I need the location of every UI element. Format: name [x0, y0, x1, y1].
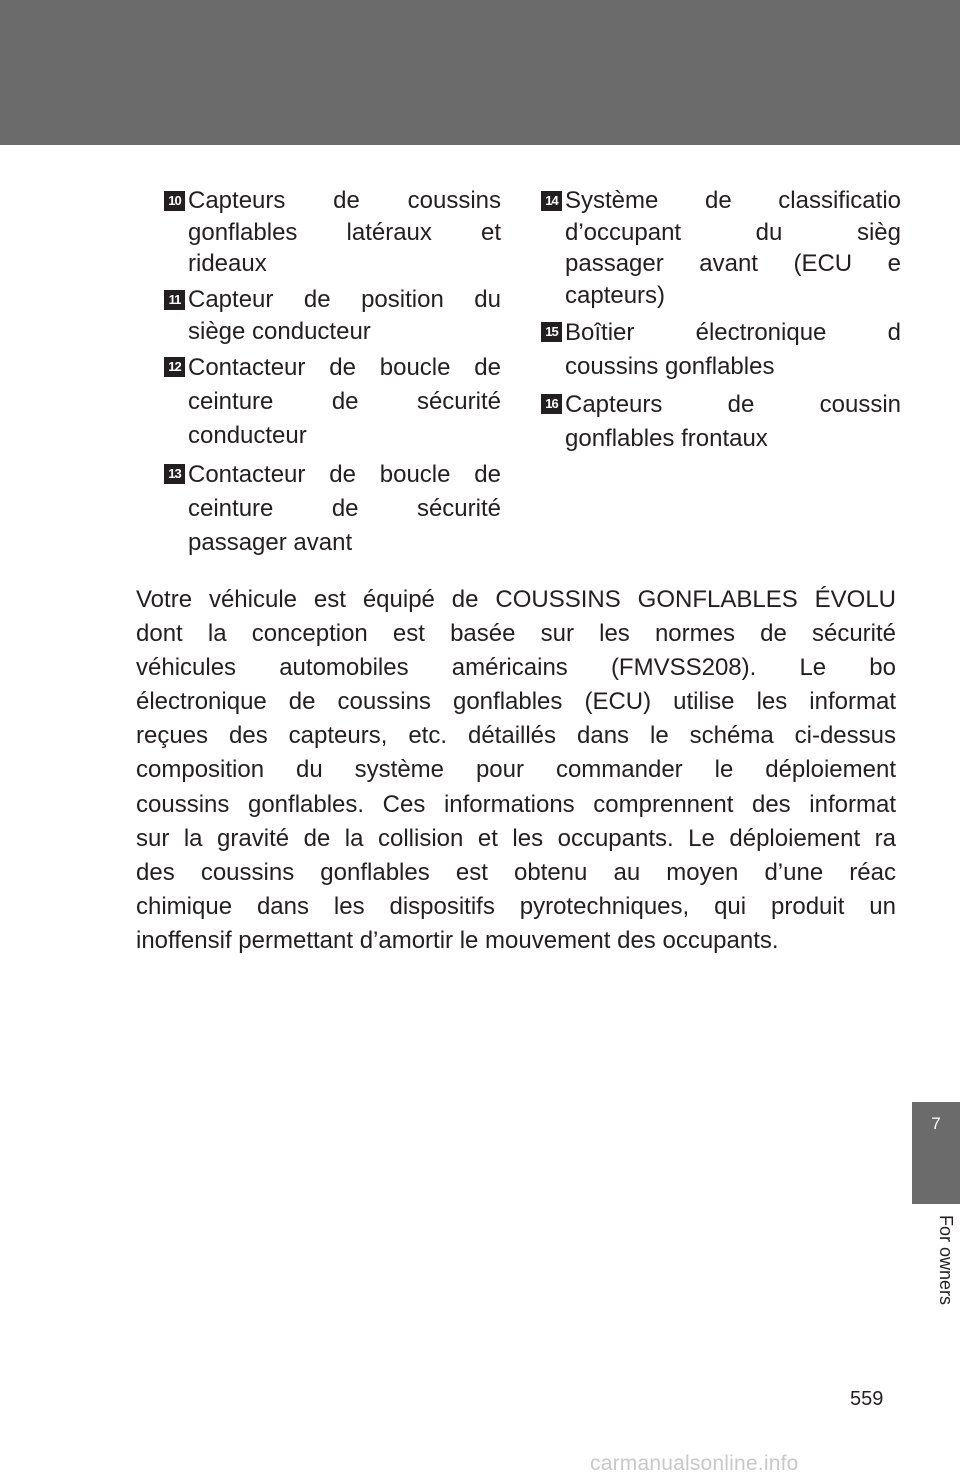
- paragraph-line: sur la gravité de la collision et les occupants. Le déploiement ra: [136, 824, 896, 852]
- item-number-badge: 15: [541, 322, 562, 342]
- paragraph-line: chimique dans les dispositifs pyrotechniques, qui produit un: [136, 892, 896, 920]
- list-item: [164, 284, 501, 347]
- paragraph-line: électronique de coussins gonflables (ECU) utilise les informat: [136, 688, 896, 716]
- list-item: [164, 458, 501, 560]
- item-text-line: Capteurs de coussin: [565, 391, 901, 418]
- item-text-line: Contacteur de boucle de: [188, 354, 501, 381]
- chapter-label: For owners: [936, 1215, 956, 1306]
- paragraph-line: véhicules automobiles américains (FMVSS208). Le bo: [136, 654, 896, 682]
- paragraph-line: Votre véhicule est équipé de COUSSINS GONFLABLES ÉVOLU: [136, 586, 896, 613]
- item-number-badge: 12: [164, 357, 185, 377]
- item-text-line: coussins gonflables: [565, 353, 775, 380]
- item-text-line: passager avant (ECU e: [565, 250, 901, 277]
- item-number-badge: 10: [164, 191, 185, 211]
- item-number-badge: 11: [164, 290, 185, 310]
- list-item: [164, 351, 501, 453]
- list-item: [541, 316, 901, 384]
- item-text-line: gonflables latéraux et: [188, 218, 501, 246]
- item-text-line: Capteur de position du: [188, 286, 501, 313]
- item-text-line: ceinture de sécurité: [188, 388, 501, 415]
- item-text-line: siège conducteur: [188, 317, 371, 345]
- paragraph-line: des coussins gonflables est obtenu au moyen d’une réac: [136, 858, 896, 886]
- item-text-line: Système de classificatio: [565, 187, 901, 214]
- item-number-badge: 13: [164, 464, 185, 484]
- item-number-badge: 16: [541, 394, 562, 414]
- paragraph-line: reçues des capteurs, etc. détaillés dans le schéma ci-dessus: [136, 722, 896, 750]
- list-item: [541, 185, 901, 311]
- paragraph-line: coussins gonflables. Ces informations comprennent des informat: [136, 790, 896, 818]
- item-text-line: capteurs): [565, 281, 666, 309]
- list-item: [541, 388, 901, 456]
- item-text-line: ceinture de sécurité: [188, 495, 501, 522]
- paragraph-line: dont la conception est basée sur les normes de sécurité: [136, 620, 896, 648]
- item-text-line: d’occupant du sièg: [565, 218, 901, 246]
- item-text-line: Boîtier électronique d: [565, 319, 901, 346]
- chapter-number: 7: [931, 1114, 941, 1133]
- list-item: [164, 185, 501, 280]
- item-text-line: passager avant: [188, 529, 353, 556]
- page-number: 559: [850, 1388, 884, 1410]
- item-text-line: Contacteur de boucle de: [188, 461, 501, 488]
- item-text-line: gonflables frontaux: [565, 425, 768, 452]
- watermark: carmanualsonline.info: [590, 1452, 799, 1475]
- item-text-line: rideaux: [188, 250, 267, 277]
- item-text-line: conducteur: [188, 422, 307, 449]
- body-paragraph: [136, 583, 896, 958]
- paragraph-line: inoffensif permettant d’amortir le mouvement des occupants.: [136, 926, 779, 954]
- paragraph-line: composition du système pour commander le déploiement: [136, 756, 896, 784]
- item-number-badge: 14: [541, 191, 562, 211]
- chapter-tab: [912, 1102, 960, 1204]
- item-text-line: Capteurs de coussins: [188, 187, 501, 214]
